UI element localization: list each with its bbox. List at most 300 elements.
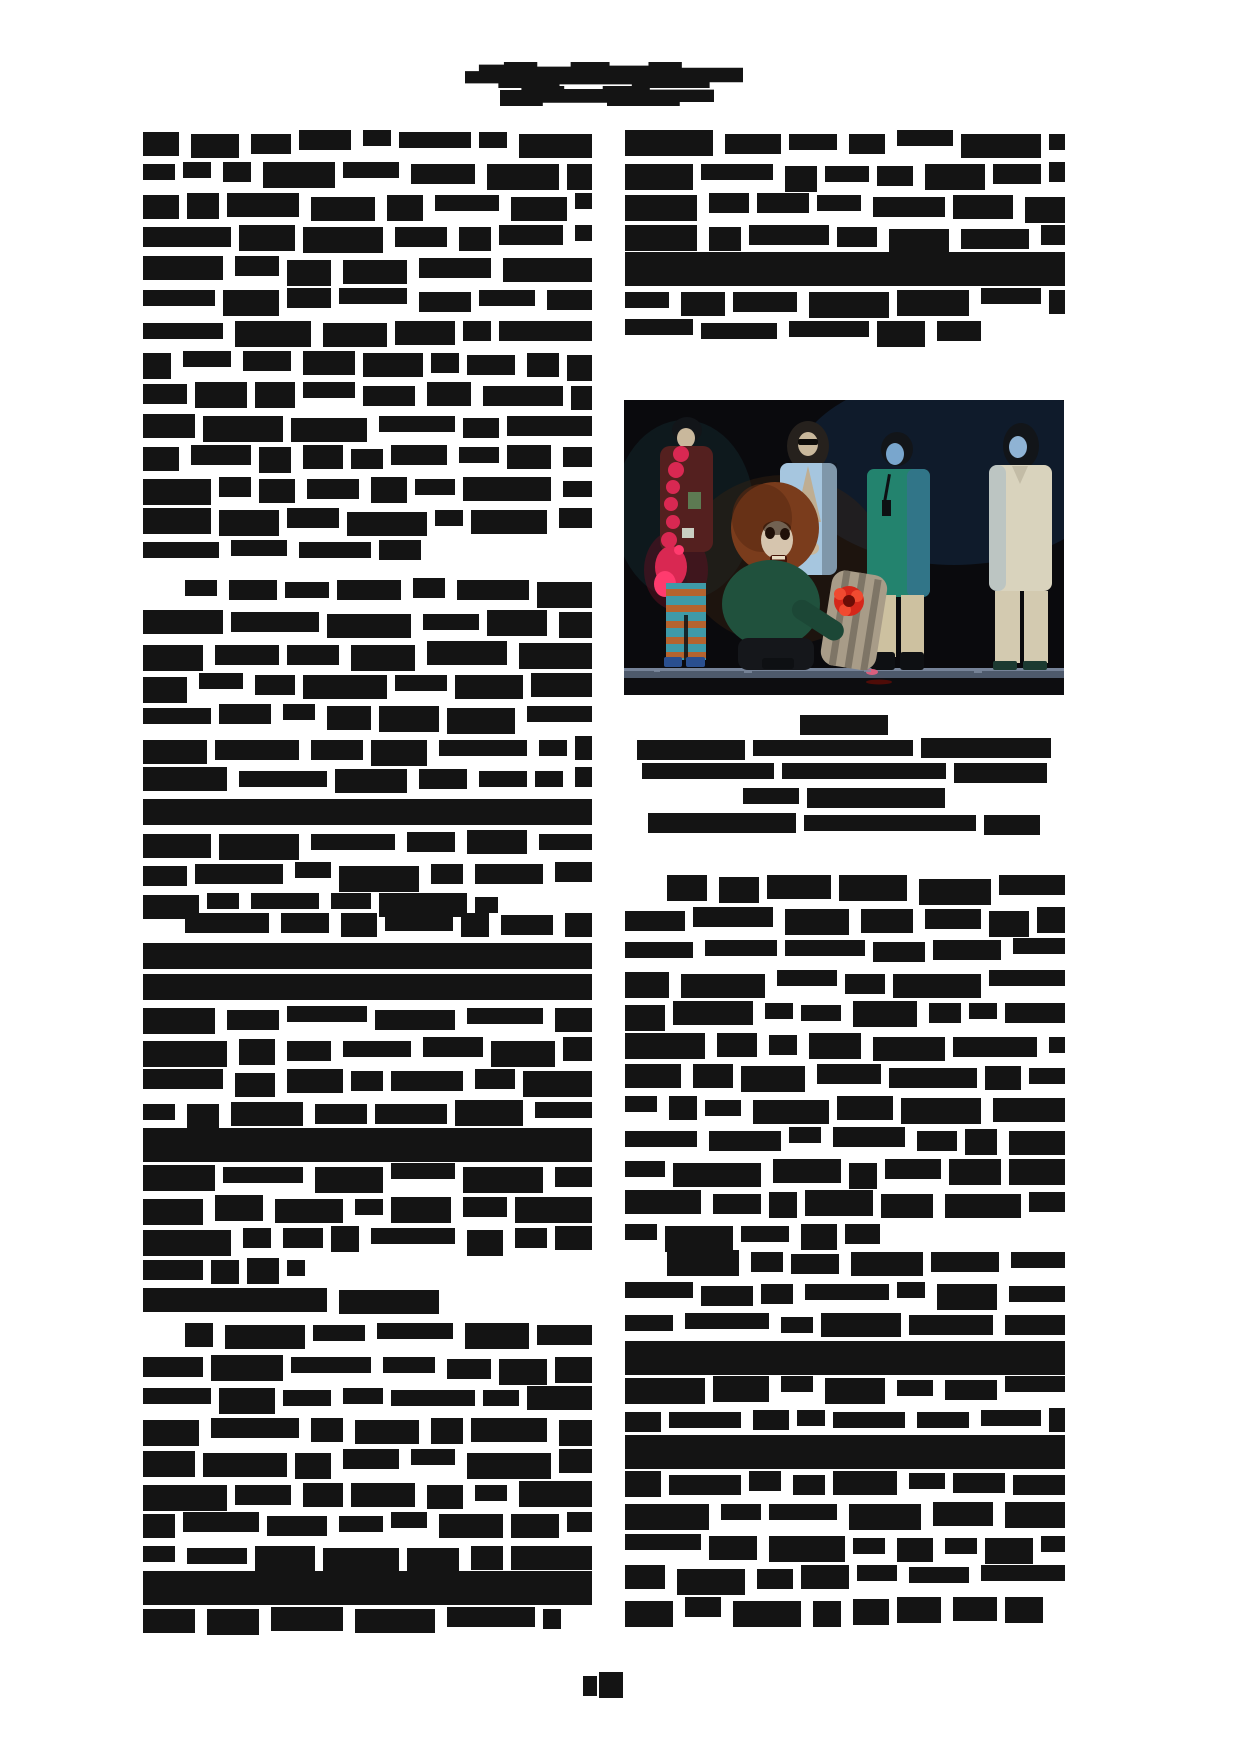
redacted-text-line xyxy=(143,943,592,969)
redacted-word xyxy=(471,1546,503,1570)
redacted-word xyxy=(893,974,981,998)
redacted-word xyxy=(143,1069,223,1089)
redacted-word xyxy=(311,740,363,760)
redacted-word xyxy=(625,1131,697,1147)
redacted-text-line xyxy=(143,1195,592,1221)
redacted-word xyxy=(945,1194,1021,1218)
redacted-word xyxy=(341,913,377,937)
redacted-text-line xyxy=(143,1037,592,1063)
redacted-word xyxy=(143,1514,175,1538)
redacted-word xyxy=(625,942,693,958)
redacted-word xyxy=(1037,907,1065,933)
redacted-word xyxy=(427,1485,463,1509)
redacted-word xyxy=(845,974,885,994)
redacted-word xyxy=(523,1071,592,1097)
redacted-word xyxy=(471,510,547,534)
redacted-text-line xyxy=(143,767,592,793)
redacted-word xyxy=(415,479,455,495)
redacted-word xyxy=(259,447,291,473)
redacted-word xyxy=(235,321,311,347)
redacted-word xyxy=(701,323,777,339)
redacted-word xyxy=(499,225,563,245)
redacted-word xyxy=(143,1546,175,1562)
redacted-word xyxy=(825,1378,885,1404)
redacted-word xyxy=(219,510,279,536)
caption-line-redacted xyxy=(624,713,1064,735)
redacted-word xyxy=(143,384,187,404)
redacted-word xyxy=(487,164,559,190)
redacted-word xyxy=(793,1475,825,1495)
redacted-word xyxy=(363,386,415,406)
redacted-word xyxy=(741,1066,805,1092)
redacted-word xyxy=(219,704,271,724)
redacted-word xyxy=(143,542,219,558)
redacted-word xyxy=(625,225,697,251)
redacted-word xyxy=(785,166,817,192)
redacted-word xyxy=(925,164,985,190)
redacted-word xyxy=(625,1435,1065,1469)
redacted-word xyxy=(999,875,1065,895)
redacted-word xyxy=(937,1284,997,1310)
redacted-word xyxy=(315,1104,367,1124)
redacted-word xyxy=(363,130,391,146)
redacted-word xyxy=(625,1190,701,1214)
redacted-word xyxy=(897,130,953,146)
redacted-word xyxy=(917,1412,969,1428)
redacted-word xyxy=(833,1412,905,1428)
redacted-text-line xyxy=(625,1471,1065,1497)
redacted-word xyxy=(351,449,383,469)
redacted-word xyxy=(785,909,849,935)
redacted-word xyxy=(567,355,592,381)
redacted-word xyxy=(769,1192,797,1218)
redacted-text-line xyxy=(625,1565,1065,1591)
redacted-word xyxy=(475,864,543,884)
redacted-word xyxy=(881,1194,933,1218)
redacted-word xyxy=(733,1601,801,1627)
redacted-word xyxy=(1005,1502,1065,1528)
redacted-word xyxy=(625,1341,1065,1375)
redacted-word xyxy=(303,227,383,253)
redacted-word xyxy=(789,1127,821,1143)
redacted-text-line xyxy=(625,1001,1065,1027)
redacted-text-line xyxy=(143,477,592,503)
redacted-word xyxy=(343,162,399,178)
redacted-word xyxy=(243,351,291,371)
redacted-word xyxy=(813,1601,841,1627)
redacted-word xyxy=(143,1288,327,1312)
redacted-word xyxy=(315,1167,383,1193)
redacted-word xyxy=(1013,1475,1065,1495)
redacted-word xyxy=(219,834,299,860)
redacted-word xyxy=(945,1380,997,1400)
redacted-word xyxy=(431,864,463,884)
redacted-word xyxy=(921,738,1051,758)
redacted-text-line xyxy=(143,1481,592,1507)
redacted-word xyxy=(199,673,243,689)
redacted-word xyxy=(625,1378,705,1404)
redacted-word xyxy=(371,477,407,503)
redacted-text-line xyxy=(143,1449,592,1475)
redacted-text-line xyxy=(143,288,592,314)
redacted-text-line xyxy=(143,1006,592,1032)
redacted-word xyxy=(642,763,774,779)
redacted-word xyxy=(769,1536,845,1562)
redacted-word xyxy=(231,612,319,632)
redacted-word xyxy=(191,445,251,465)
redacted-word xyxy=(625,1033,705,1059)
redacted-word xyxy=(701,1286,753,1306)
redacted-word xyxy=(413,578,445,598)
redacted-word xyxy=(559,612,592,638)
redacted-text-line xyxy=(625,970,1065,996)
redacted-word xyxy=(347,512,427,536)
redacted-word xyxy=(143,610,223,634)
redacted-word xyxy=(849,1504,921,1530)
redacted-word xyxy=(263,162,335,188)
redacted-word xyxy=(291,1357,371,1373)
redacted-word xyxy=(467,1453,551,1479)
redacted-word xyxy=(709,193,749,213)
redacted-word xyxy=(539,834,592,850)
redacted-word xyxy=(391,1071,463,1091)
redacted-word xyxy=(343,260,407,284)
redacted-word xyxy=(223,290,279,316)
redacted-word xyxy=(283,704,315,720)
redacted-word xyxy=(937,321,981,341)
redacted-word xyxy=(203,416,283,442)
redacted-word xyxy=(567,164,592,190)
redacted-word xyxy=(143,227,231,247)
redacted-word xyxy=(395,675,447,691)
redacted-word xyxy=(467,1230,503,1256)
redacted-word xyxy=(307,479,359,499)
redacted-word xyxy=(685,1597,721,1617)
redacted-word xyxy=(805,1284,889,1300)
redacted-word xyxy=(487,610,547,636)
redacted-word xyxy=(789,321,869,337)
redacted-word xyxy=(375,1010,455,1030)
redacted-word xyxy=(782,763,946,779)
redacted-word xyxy=(379,540,421,560)
redacted-word xyxy=(889,229,949,253)
redacted-word xyxy=(954,763,1047,783)
redacted-word xyxy=(185,580,217,596)
redacted-word xyxy=(379,706,439,732)
redacted-word xyxy=(339,1290,439,1314)
redacted-word xyxy=(143,1165,215,1191)
redacted-word xyxy=(719,877,759,903)
redacted-word xyxy=(773,1159,841,1183)
redacted-word xyxy=(933,1502,993,1526)
redacted-word xyxy=(769,1035,797,1055)
redacted-word xyxy=(677,1569,745,1595)
redacted-word xyxy=(1029,1192,1065,1212)
redacted-word xyxy=(625,1005,665,1031)
redacted-word xyxy=(909,1567,969,1583)
redacted-word xyxy=(519,1481,592,1507)
redacted-text-line xyxy=(625,1376,1065,1402)
redacted-word xyxy=(491,1041,555,1067)
redacted-text-line xyxy=(143,799,592,825)
redacted-word xyxy=(981,1410,1041,1426)
redacted-word xyxy=(143,677,187,703)
redacted-text-line xyxy=(143,319,592,345)
redacted-word xyxy=(1049,290,1065,314)
redacted-word xyxy=(519,134,592,158)
redacted-word xyxy=(709,1536,757,1560)
redacted-word xyxy=(423,614,479,630)
redacted-word xyxy=(351,1483,415,1507)
redacted-word xyxy=(733,292,797,312)
redacted-word xyxy=(673,1001,753,1025)
redacted-text-line xyxy=(143,162,592,188)
redacted-word xyxy=(251,893,319,909)
redacted-word xyxy=(251,134,291,154)
redacted-text-line xyxy=(625,256,1065,282)
redacted-word xyxy=(625,195,697,221)
redacted-word xyxy=(1009,1159,1065,1185)
redacted-word xyxy=(499,321,592,341)
redacted-text-line xyxy=(625,225,1065,251)
redacted-word xyxy=(479,132,507,148)
redacted-word xyxy=(459,227,491,251)
title-bar-redacted xyxy=(500,86,714,106)
redacted-word xyxy=(693,907,773,927)
redacted-word xyxy=(897,1597,941,1623)
redacted-word xyxy=(625,1565,665,1589)
redacted-text-line xyxy=(143,1418,592,1444)
redacted-word xyxy=(395,321,455,345)
redacted-word xyxy=(725,134,781,154)
redacted-word xyxy=(709,227,741,251)
redacted-word xyxy=(239,771,327,787)
redacted-word xyxy=(961,134,1041,158)
redacted-word xyxy=(231,540,287,556)
redacted-word xyxy=(575,225,592,241)
redacted-word xyxy=(931,1252,999,1272)
redacted-word xyxy=(559,1449,592,1473)
title-bar-redacted xyxy=(465,62,743,88)
redacted-word xyxy=(355,1420,419,1444)
redacted-word xyxy=(287,1006,367,1022)
redacted-word xyxy=(781,1376,813,1392)
redacted-word xyxy=(833,1127,905,1147)
redacted-word xyxy=(143,866,187,886)
redacted-word xyxy=(769,1504,837,1520)
redacted-text-line xyxy=(625,1222,880,1248)
redacted-text-line xyxy=(143,704,592,730)
redacted-word xyxy=(981,288,1041,304)
redacted-text-line xyxy=(625,1190,1065,1216)
redacted-word xyxy=(423,1037,483,1057)
redacted-word xyxy=(681,974,765,998)
redacted-word xyxy=(339,288,407,304)
redacted-word xyxy=(447,708,515,734)
redacted-word xyxy=(800,715,888,735)
redacted-text-line xyxy=(625,1534,1065,1560)
redacted-word xyxy=(961,229,1029,249)
redacted-word xyxy=(669,1096,697,1120)
redacted-word xyxy=(625,911,685,931)
redacted-word xyxy=(475,1485,507,1501)
redacted-text-line xyxy=(143,1575,592,1601)
redacted-word xyxy=(667,1250,739,1276)
redacted-word xyxy=(391,445,447,465)
redacted-word xyxy=(207,893,239,909)
redacted-word xyxy=(873,1037,945,1061)
redacted-word xyxy=(885,1159,941,1179)
redacted-word xyxy=(785,940,865,956)
redacted-word xyxy=(143,799,592,825)
redacted-word xyxy=(351,645,415,671)
redacted-word xyxy=(143,479,211,505)
redacted-word xyxy=(1041,1536,1065,1552)
redacted-word xyxy=(555,1167,592,1187)
redacted-word xyxy=(989,970,1065,986)
redacted-word xyxy=(287,288,331,308)
redacted-word xyxy=(625,1315,673,1331)
redacted-text-line xyxy=(143,508,592,534)
redacted-word xyxy=(447,1607,535,1627)
redacted-word xyxy=(459,447,499,463)
redacted-subheading xyxy=(143,1288,439,1314)
redacted-text-line xyxy=(625,1313,1065,1339)
redacted-word xyxy=(143,290,215,306)
redacted-word xyxy=(625,130,713,156)
redacted-word xyxy=(355,1609,435,1633)
redacted-word xyxy=(833,1471,897,1495)
redacted-word xyxy=(857,1565,897,1581)
redacted-word xyxy=(873,942,925,962)
redacted-word xyxy=(717,1033,757,1057)
redacted-text-line xyxy=(143,1607,561,1633)
redacted-word xyxy=(211,1260,239,1284)
redacted-word xyxy=(239,1039,275,1065)
redacted-word xyxy=(909,1473,945,1489)
redacted-text-line xyxy=(143,641,592,667)
redacted-word xyxy=(817,1064,881,1084)
redacted-word xyxy=(247,1258,279,1284)
redacted-word xyxy=(299,130,351,150)
redacted-word xyxy=(463,321,491,341)
redacted-word xyxy=(183,162,211,178)
redacted-word xyxy=(419,258,491,278)
redacted-word xyxy=(669,1475,741,1495)
redacted-word xyxy=(287,508,339,528)
redacted-word xyxy=(897,1380,933,1396)
redacted-text-line xyxy=(667,1250,1065,1276)
redacted-word xyxy=(877,166,913,186)
redacted-word xyxy=(231,1102,303,1126)
redacted-word xyxy=(897,1282,925,1298)
redacted-word xyxy=(239,225,295,251)
redacted-word xyxy=(1005,1597,1043,1623)
redacted-word xyxy=(343,1388,383,1404)
redacted-text-line xyxy=(143,414,592,440)
redacted-word xyxy=(283,1390,331,1406)
redacted-text-line xyxy=(143,830,592,856)
redacted-word xyxy=(499,1359,547,1385)
redacted-word xyxy=(311,1418,343,1442)
redacted-word xyxy=(527,353,559,377)
redacted-word xyxy=(227,193,299,217)
redacted-word xyxy=(993,164,1041,184)
redacted-word xyxy=(817,195,861,211)
redacted-word xyxy=(555,1357,592,1383)
redacted-word xyxy=(777,970,837,986)
stage-photograph xyxy=(624,400,1064,695)
redacted-word xyxy=(343,1449,399,1469)
redacted-word xyxy=(375,1104,447,1124)
redacted-text-line xyxy=(625,1159,1065,1185)
redacted-word xyxy=(479,290,535,306)
redacted-word xyxy=(275,1199,343,1223)
redacted-word xyxy=(625,1096,657,1112)
redacted-word xyxy=(143,943,592,969)
redacted-word xyxy=(559,1420,592,1446)
redacted-word xyxy=(853,1001,917,1027)
redacted-word xyxy=(749,1471,781,1491)
redacted-text-line xyxy=(143,1258,305,1284)
redacted-text-line xyxy=(625,1064,1065,1090)
redacted-word xyxy=(563,1037,592,1061)
redacted-word xyxy=(797,1410,825,1426)
redacted-word xyxy=(693,1064,733,1088)
redacted-word xyxy=(851,1252,923,1276)
redacted-text-line xyxy=(185,911,592,937)
redacted-word xyxy=(327,706,371,730)
redacted-word xyxy=(143,414,195,438)
stage-photo-svg xyxy=(624,400,1064,695)
redacted-word xyxy=(849,134,885,154)
redacted-word xyxy=(625,1064,681,1088)
redacted-text-line xyxy=(143,736,592,762)
redacted-word xyxy=(801,1565,849,1589)
redacted-word xyxy=(435,195,499,211)
redacted-word xyxy=(187,193,219,219)
redacted-word xyxy=(143,1420,199,1446)
redacted-word xyxy=(575,736,592,760)
stage-edge xyxy=(624,668,1064,695)
redacted-word xyxy=(303,351,355,375)
redacted-text-line xyxy=(143,673,592,699)
redacted-word xyxy=(411,1449,455,1465)
redacted-word xyxy=(377,1323,453,1339)
redacted-word xyxy=(267,1516,327,1536)
redacted-word xyxy=(427,641,507,665)
caption-line-redacted xyxy=(624,763,1064,783)
redacted-word xyxy=(479,771,527,787)
redacted-word xyxy=(143,1008,215,1034)
redacted-word xyxy=(143,645,203,671)
redacted-word xyxy=(543,1609,561,1629)
redacted-word xyxy=(143,1388,211,1404)
redacted-word xyxy=(985,1538,1033,1564)
redacted-word xyxy=(877,321,925,347)
redacted-word xyxy=(259,479,295,503)
redacted-word xyxy=(281,913,329,933)
redacted-word xyxy=(625,1601,673,1627)
redacted-word xyxy=(143,508,211,534)
redacted-word xyxy=(825,166,869,182)
redacted-digit xyxy=(583,1676,597,1696)
redacted-word xyxy=(143,740,207,764)
redacted-text-line xyxy=(185,1323,592,1349)
redacted-text-line xyxy=(625,1282,1065,1308)
redacted-word xyxy=(625,1224,657,1240)
redacted-word xyxy=(399,132,471,148)
